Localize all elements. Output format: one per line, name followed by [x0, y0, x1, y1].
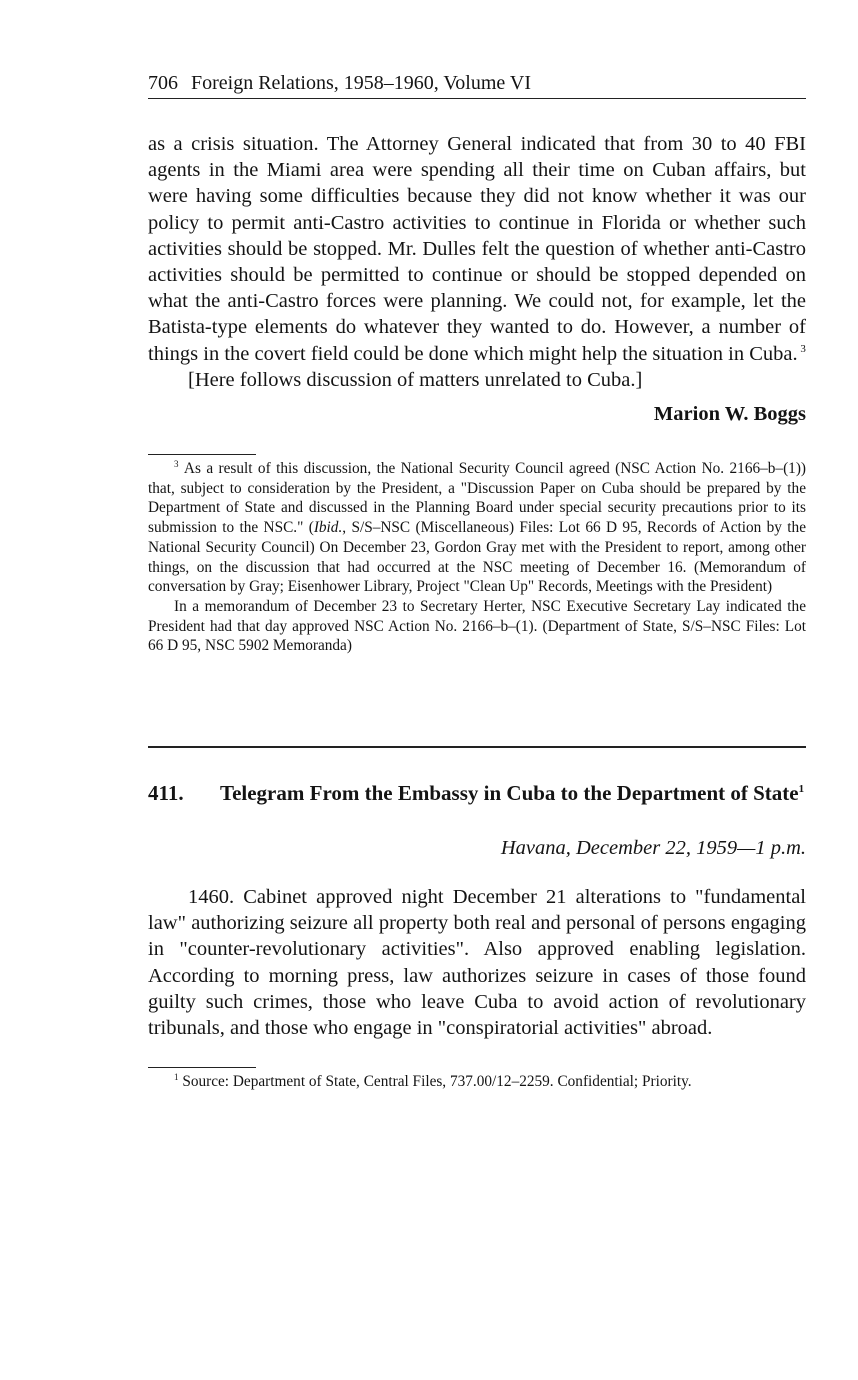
footnote-1: [148, 1072, 806, 1092]
document-title-wrap: [220, 780, 806, 807]
footnote-ref-3: 3: [800, 342, 806, 355]
telegram-body: 1460. Cabinet approved night December 21 alterations to "fundamental law" authorizing seizure all property both real and personal of persons engaging in "counter-revolutionary activities". Also approved enabling legislation. According to morning press, law authorizes seizure in cases of those found guilty such crimes, those who leave Cuba to avoid action of revolutionary tribunals, and those who engage in "conspiratorial activities" abroad.: [148, 886, 806, 1040]
document-separator: [148, 746, 806, 748]
continued-paragraph-text: as a crisis situation. The Attorney General indicated that from 30 to 40 FBI agents in the Miami area were spending all their time on Cuban affairs, but were having some difficulties because they did not know whether it was our policy to permit anti-Castro activities to continue in Florida or whether such activities should be stopped. Mr. Dulles felt the question of whether anti-Castro activities should be permitted to continue or should be stopped depended on what the anti-Castro forces were planning. We could not, for example, let the Batista-type elements do whatever they wanted to do. However, a number of things in the covert field could be done which might help the situation in Cuba.: [148, 133, 806, 365]
document-page: [148, 70, 806, 1092]
footnote-rule-2: [148, 1067, 256, 1068]
footnote-3-ibid: Ibid.: [313, 519, 343, 537]
footnote-3-marker: 3: [174, 458, 179, 469]
footnote-3-para-1: [148, 459, 806, 597]
dateline: Havana, December 22, 1959—1 p.m.: [500, 837, 806, 860]
footnote-1-marker: 1: [174, 1072, 179, 1083]
document-heading: [148, 780, 806, 807]
footnote-1-text: Source: Department of State, Central Files, 737.00/12–2259. Confidential; Priority.: [182, 1073, 692, 1091]
page-number: 706: [148, 72, 178, 94]
document-title: Telegram From the Embassy in Cuba to the Department of State: [220, 781, 799, 806]
footnote-3-text-b: , S/S–NSC (Miscellaneous) Files: Lot 66 D 95, Records of Action by the National Security Council) On December 23, Gordon Gray met with the President to report, among other things, on the discussion that had occurred at the NSC meeting of December 16. (Memorandum of conversation by Gray; Eisenhower Library, Project "Clean Up" Records, Meetings with the President): [148, 519, 806, 596]
footnote-rule: [148, 454, 256, 455]
editorial-note: [Here follows discussion of matters unrelated to Cuba.]: [188, 368, 643, 391]
continued-paragraph: [148, 131, 806, 367]
running-head-title: Foreign Relations, 1958–1960, Volume VI: [191, 72, 531, 94]
running-head: [148, 70, 806, 99]
footnote-3-text-a: As a result of this discussion, the National Security Council agreed (NSC Action No. 2166–b–(1)) that, subject to consideration by the President, a "Discussion Paper on Cuba should be prepared by the Department of State and discussed in the Planning Board under special security precautions prior to its submission to the NSC." (: [148, 460, 807, 537]
document-number: 411.: [148, 781, 184, 806]
footnote-3-para-2: In a memorandum of December 23 to Secretary Herter, NSC Executive Secretary Lay indicated the President had that day approved NSC Action No. 2166–b–(1). (Department of State, S/S–NSC Files: Lot 66 D 95, NSC 5902 Memoranda): [148, 597, 806, 655]
signature: Marion W. Boggs: [653, 403, 806, 426]
document-footnote-ref: 1: [798, 783, 805, 796]
